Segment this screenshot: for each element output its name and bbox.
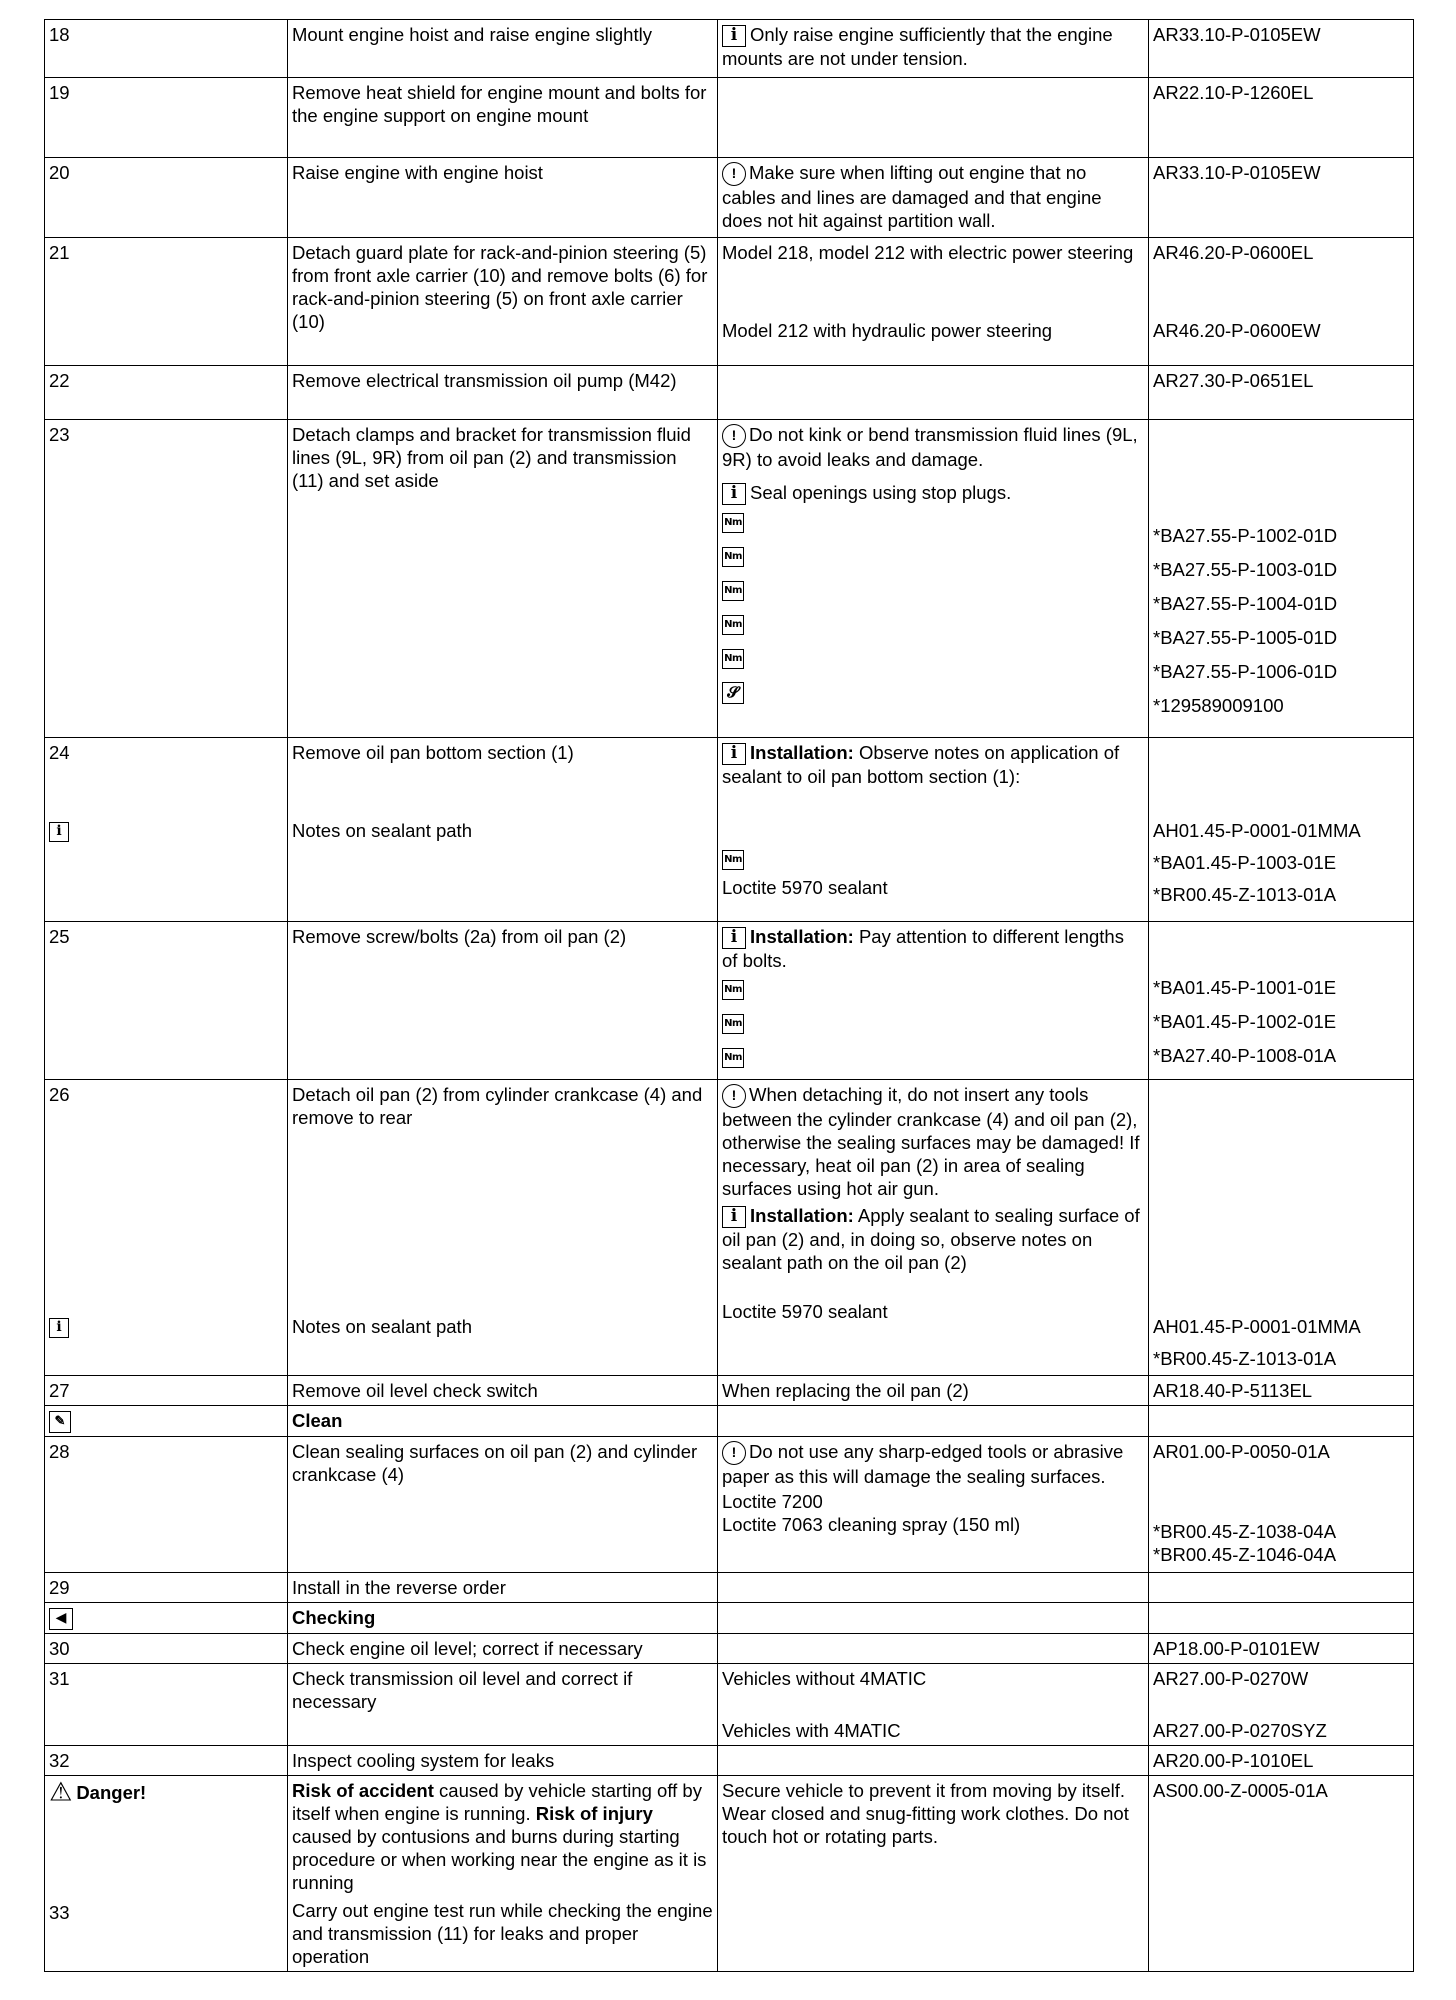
info-icon: i [49, 1318, 69, 1338]
torque-nm-icon: Nm [722, 1014, 744, 1034]
warning-icon: ! [722, 162, 746, 186]
task-text: Check engine oil level; correct if necessary [288, 1634, 718, 1664]
note-text: Apply sealant to sealing surface of oil pan (2) and, in doing so, observe notes on sealant path on the oil pan (2) [722, 1205, 1140, 1274]
reference-link[interactable]: *BA27.55-P-1005-01D [1153, 627, 1338, 648]
table-row [45, 1573, 1414, 1603]
task-cell [288, 1776, 718, 1972]
note-text: When replacing the oil pan (2) [718, 1376, 1149, 1406]
step-cell [45, 1603, 288, 1634]
note-text: When detaching it, do not insert any tools between the cylinder crankcase (4) and oil pan (2), otherwise the sealing surfaces may be damaged! If necessary, heat oil pan (2) in area of sealing surfaces using hot air gun. [722, 1084, 1140, 1200]
reference-link[interactable]: AR33.10-P-0105EW [1149, 20, 1414, 78]
torque-nm-icon: Nm [722, 615, 744, 635]
note-cell [718, 366, 1149, 420]
note-cell [718, 420, 1149, 738]
task-text: Remove heat shield for engine mount and bolts for the engine support on engine mount [288, 78, 718, 158]
note-cell [718, 238, 1149, 366]
reference-link[interactable]: *BA27.55-P-1002-01D [1153, 525, 1338, 546]
note-text: Loctite 7200 [722, 1491, 823, 1513]
reference-link[interactable]: AR27.00-P-0270W [1153, 1668, 1309, 1690]
step-number: 27 [45, 1376, 288, 1406]
reference-cell [1149, 738, 1414, 922]
note-text: Seal openings using stop plugs. [750, 482, 1012, 504]
task-text: Install in the reverse order [288, 1573, 718, 1603]
danger-label: Danger! [76, 1781, 147, 1803]
task-text: Notes on sealant path [292, 820, 472, 841]
note-cell [718, 158, 1149, 238]
risk-text: caused by contusions and burns during starting procedure or when working near the engine as it is running [292, 1826, 707, 1894]
task-text: Inspect cooling system for leaks [288, 1746, 718, 1776]
special-tool-icon: 𝓢 [722, 682, 744, 704]
table-row [45, 738, 1414, 922]
risk-label: Risk of injury [535, 1803, 653, 1825]
section-row-clean [45, 1406, 1414, 1437]
section-title: Checking [288, 1603, 718, 1634]
torque-nm-icon: Nm [722, 649, 744, 669]
table-row [45, 20, 1414, 78]
risk-label: Risk of accident [292, 1780, 434, 1802]
torque-nm-icon: Nm [722, 581, 744, 601]
task-cell [288, 738, 718, 922]
danger-triangle-icon: ⚠ [49, 1776, 73, 1807]
reference-link[interactable]: AR01.00-P-0050-01A [1153, 1441, 1330, 1463]
reference-link[interactable]: AR46.20-P-0600EW [1153, 320, 1321, 341]
table-row [45, 1437, 1414, 1573]
reference-link[interactable]: *BA01.45-P-1003-01E [1153, 852, 1337, 873]
step-number: 28 [45, 1437, 288, 1573]
note-text: Do not kink or bend transmission fluid lines (9L, 9R) to avoid leaks and damage. [722, 424, 1138, 471]
table-row [45, 1376, 1414, 1406]
torque-nm-icon: Nm [722, 1048, 744, 1068]
step-number: 20 [45, 158, 288, 238]
reference-link[interactable]: AH01.45-P-0001-01MMA [1153, 820, 1361, 841]
installation-label: Installation: [750, 742, 854, 763]
step-cell [45, 1776, 288, 1972]
info-icon: i [722, 1206, 746, 1228]
note-cell [718, 922, 1149, 1080]
reference-cell [1149, 1664, 1414, 1746]
note-text: Vehicles without 4MATIC [722, 1668, 927, 1690]
checking-icon: ◀ [49, 1608, 73, 1630]
step-number: 23 [45, 420, 288, 738]
step-number: 30 [45, 1634, 288, 1664]
task-text: Clean sealing surfaces on oil pan (2) and cylinder crankcase (4) [288, 1437, 718, 1573]
reference-link[interactable]: AR27.00-P-0270SYZ [1153, 1720, 1327, 1742]
note-cell [718, 1437, 1149, 1573]
warning-icon: ! [722, 1084, 746, 1108]
reference-link[interactable]: AR22.10-P-1260EL [1149, 78, 1414, 158]
torque-nm-icon: Nm [722, 547, 744, 567]
step-number: 32 [45, 1746, 288, 1776]
task-text: Remove screw/bolts (2a) from oil pan (2) [288, 922, 718, 1080]
table-row [45, 420, 1414, 738]
task-text: Check transmission oil level and correct if necessary [288, 1664, 718, 1746]
reference-link[interactable]: AS00.00-Z-0005-01A [1149, 1776, 1414, 1972]
reference-link[interactable]: *BR00.45-Z-1038-04A [1153, 1521, 1337, 1543]
table-row [45, 922, 1414, 1080]
reference-link[interactable]: AP18.00-P-0101EW [1149, 1634, 1414, 1664]
reference-cell [1149, 922, 1414, 1080]
step-number: 25 [45, 922, 288, 1080]
clean-icon: ✎ [49, 1411, 71, 1433]
procedure-table [44, 19, 1414, 1972]
task-text: Remove electrical transmission oil pump (M42) [288, 366, 718, 420]
note-cell [718, 1080, 1149, 1376]
reference-link[interactable]: *BA01.45-P-1001-01E [1153, 977, 1337, 998]
note-cell [718, 20, 1149, 78]
note-text: Secure vehicle to prevent it from moving by itself. [722, 1780, 1126, 1802]
note-text: Model 218, model 212 with electric power steering [722, 242, 1134, 263]
task-text: Carry out engine test run while checking the engine and transmission (11) for leaks and proper operation [292, 1900, 713, 1968]
step-number: 18 [45, 20, 288, 78]
task-cell [288, 1080, 718, 1376]
info-icon: i [49, 822, 69, 842]
installation-label: Installation: [750, 926, 854, 947]
table-row [45, 1776, 1414, 1972]
table-row [45, 366, 1414, 420]
risk-text: caused by vehicle starting off by itself when engine is running. [292, 1780, 702, 1825]
reference-link[interactable]: AR18.40-P-5113EL [1149, 1376, 1414, 1406]
info-icon: i [722, 927, 746, 949]
note-text: Vehicles with 4MATIC [722, 1720, 901, 1742]
note-text: Wear closed and snug-fitting work clothes. Do not touch hot or rotating parts. [722, 1803, 1129, 1848]
task-text: Notes on sealant path [292, 1316, 472, 1337]
step-number: 29 [45, 1573, 288, 1603]
torque-nm-icon: Nm [722, 980, 744, 1000]
reference-link[interactable]: *BA27.55-P-1004-01D [1153, 593, 1338, 614]
note-cell [718, 1776, 1149, 1972]
torque-nm-icon: Nm [722, 513, 744, 533]
reference-link[interactable]: *BR00.45-Z-1013-01A [1153, 1348, 1337, 1369]
note-text: Pay attention to different lengths of bolts. [722, 926, 1124, 972]
reference-link[interactable]: *BA01.45-P-1002-01E [1153, 1011, 1337, 1032]
task-text: Detach guard plate for rack-and-pinion steering (5) from front axle carrier (10) and remove bolts (6) for rack-and-pinion steering (5) on front axle carrier (10) [288, 238, 718, 366]
task-text: Remove oil level check switch [288, 1376, 718, 1406]
table-row [45, 78, 1414, 158]
reference-link[interactable]: *BA27.40-P-1008-01A [1153, 1045, 1337, 1066]
step-cell [45, 1406, 288, 1437]
step-number: 26 [49, 1084, 70, 1105]
note-cell [718, 78, 1149, 158]
reference-link[interactable]: AR20.00-P-1010EL [1149, 1746, 1414, 1776]
step-number: 22 [45, 366, 288, 420]
task-text: Mount engine hoist and raise engine slightly [288, 20, 718, 78]
step-number: 31 [45, 1664, 288, 1746]
info-icon: i [722, 743, 746, 765]
warning-icon: ! [722, 424, 746, 448]
reference-cell [1149, 238, 1414, 366]
info-icon: i [722, 483, 746, 505]
note-text: Loctite 5970 sealant [722, 1301, 888, 1323]
table-row [45, 1664, 1414, 1746]
reference-link[interactable]: AR33.10-P-0105EW [1149, 158, 1414, 238]
reference-link[interactable]: AR46.20-P-0600EL [1153, 242, 1314, 263]
task-text: Remove oil pan bottom section (1) [292, 742, 574, 763]
note-text: Do not use any sharp-edged tools or abrasive paper as this will damage the sealing surfaces. [722, 1441, 1124, 1488]
task-text: Detach oil pan (2) from cylinder crankcase (4) and remove to rear [292, 1084, 703, 1128]
note-text: Loctite 7063 cleaning spray (150 ml) [722, 1514, 1021, 1536]
note-text: Only raise engine sufficiently that the engine mounts are not under tension. [722, 24, 1113, 70]
reference-cell [1149, 420, 1414, 738]
reference-cell [1149, 1080, 1414, 1376]
task-text: Raise engine with engine hoist [288, 158, 718, 238]
table-row [45, 158, 1414, 238]
table-row [45, 1746, 1414, 1776]
reference-cell [1149, 1437, 1414, 1573]
section-row-checking [45, 1603, 1414, 1634]
reference-link[interactable]: *BA27.55-P-1003-01D [1153, 559, 1338, 580]
note-text: Observe notes on application of sealant to oil pan bottom section (1): [722, 742, 1120, 788]
note-cell [718, 738, 1149, 922]
note-text: Make sure when lifting out engine that no cables and lines are damaged and that engine does not hit against partition wall. [722, 162, 1102, 232]
table-row [45, 238, 1414, 366]
warning-icon: ! [722, 1441, 746, 1465]
reference-link[interactable]: *BR00.45-Z-1013-01A [1153, 884, 1337, 905]
reference-link[interactable]: AH01.45-P-0001-01MMA [1153, 1316, 1361, 1337]
table-row [45, 1634, 1414, 1664]
step-cell [45, 738, 288, 922]
section-title: Clean [288, 1406, 718, 1437]
step-number: 33 [49, 1902, 70, 1924]
step-number: 24 [49, 742, 70, 763]
step-number: 19 [45, 78, 288, 158]
reference-link[interactable]: *BA27.55-P-1006-01D [1153, 661, 1338, 682]
reference-link[interactable]: AR27.30-P-0651EL [1149, 366, 1414, 420]
step-cell [45, 1080, 288, 1376]
note-cell [718, 1664, 1149, 1746]
reference-link[interactable]: *BR00.45-Z-1046-04A [1153, 1544, 1337, 1566]
info-icon: i [722, 25, 746, 47]
task-text: Detach clamps and bracket for transmission fluid lines (9L, 9R) from oil pan (2) and transmission (11) and set aside [288, 420, 718, 738]
step-number: 21 [45, 238, 288, 366]
table-row [45, 1080, 1414, 1376]
installation-label: Installation: [750, 1205, 854, 1227]
note-text: Model 212 with hydraulic power steering [722, 320, 1053, 341]
note-text: Loctite 5970 sealant [722, 877, 888, 898]
reference-link[interactable]: *129589009100 [1153, 695, 1284, 716]
torque-nm-icon: Nm [722, 850, 744, 870]
